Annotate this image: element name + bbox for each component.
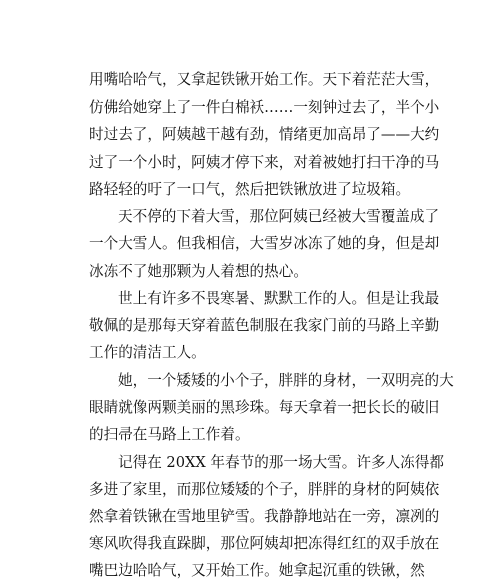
text-line: 工作的清洁工人。 bbox=[89, 344, 206, 361]
text-line: 然拿着铁锹在雪地里铲雪。我静静地站在一旁，凛冽的 bbox=[89, 508, 440, 525]
text-line: 眼睛就像两颗美丽的黑珍珠。每天拿着一把长长的破旧 bbox=[89, 399, 440, 416]
text-line: 寒风吹得我直跺脚，那位阿姨却把冻得红红的双手放在 bbox=[89, 535, 440, 552]
text-line: 的扫帚在马路上工作着。 bbox=[89, 426, 250, 443]
paragraph-first-line: 天不停的下着大雪，那位阿姨已经被大雪覆盖成了 bbox=[118, 208, 440, 225]
paragraph-first-line: 世上有许多不畏寒暑、默默工作的人。但是让我最 bbox=[118, 290, 440, 307]
paragraph-first-line: 她，一个矮矮的小个子，胖胖的身材，一双明亮的大 bbox=[118, 372, 454, 389]
text-line: 冰冻不了她那颗为人着想的热心。 bbox=[89, 263, 308, 280]
paragraph-first-line: 记得在 20XX 年春节的那一场大雪。许多人冻得都 bbox=[118, 454, 444, 471]
text-line: 用嘴哈哈气，又拿起铁锹开始工作。天下着茫茫大雪， bbox=[89, 71, 440, 88]
text-line: 路轻轻的吁了一口气，然后把铁锹放进了垃圾箱。 bbox=[89, 181, 411, 198]
text-line: 多进了家里，而那位矮矮的个子，胖胖的身材的阿姨依 bbox=[89, 481, 440, 498]
text-line: 仿佛给她穿上了一件白棉袄……一刻钟过去了，半个小 bbox=[89, 99, 440, 116]
text-line: 时过去了，阿姨越干越有劲，情绪更加高昂了——大约 bbox=[89, 126, 440, 143]
text-line: 过了一个小时，阿姨才停下来，对着被她打扫干净的马 bbox=[89, 154, 440, 171]
text-line: 一个大雪人。但我相信，大雪岁冰冻了她的身，但是却 bbox=[89, 235, 440, 252]
text-line: 敬佩的是那每天穿着蓝色制服在我家门前的马路上辛勤 bbox=[89, 317, 440, 334]
text-line: 嘴巴边哈哈气，又开始工作。她拿起沉重的铁锹，然 bbox=[89, 562, 425, 579]
